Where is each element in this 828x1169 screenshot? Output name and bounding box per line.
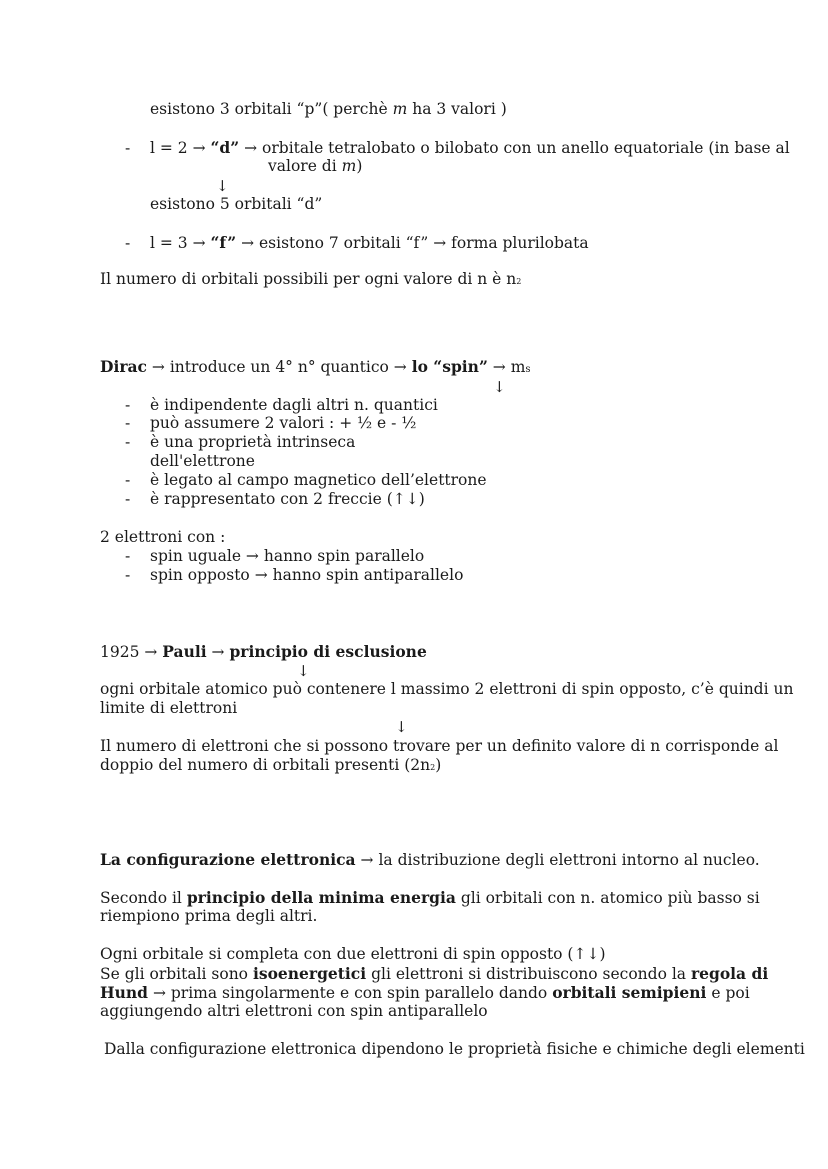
text: Secondo il: [100, 889, 187, 907]
text: e poi: [706, 984, 750, 1002]
d-orbitals-line: esistono 5 orbitali “d”: [150, 195, 323, 213]
text: l = 2 →: [150, 139, 211, 157]
pauli-text-1: ogni orbitale atomico può contenere l massimo 2 elettroni di spin opposto, c’è quindi un: [100, 680, 794, 698]
config-p3: [100, 964, 768, 984]
down-arrow-icon: ↓: [297, 662, 310, 680]
list-item: [125, 566, 463, 585]
text: → m: [487, 358, 526, 376]
text: ): [435, 756, 442, 774]
config-p1: [100, 888, 760, 908]
bullet: -: [125, 566, 131, 584]
text: gli elettroni si distribuiscono secondo la: [366, 965, 691, 983]
down-arrow-icon: ↓: [216, 177, 229, 195]
config-p2: Ogni orbitale si completa con due elettroni di spin opposto (↑↓): [100, 945, 606, 963]
item-text: è rappresentato con 2 freccie (↑↓): [150, 490, 425, 508]
list-item: [125, 414, 416, 433]
item-text: è una proprietà intrinseca: [150, 433, 356, 451]
year: 1925 →: [100, 643, 163, 661]
text: → la distribuzione degli elettroni intorno al nucleo.: [355, 851, 760, 869]
list-item: [125, 396, 438, 415]
config-p3-cont2: aggiungendo altri elettroni con spin antiparallelo: [100, 1002, 488, 1020]
config-title: La configurazione elettronica: [100, 850, 356, 869]
text: Il numero di orbitali possibili per ogni valore di n è n: [100, 270, 517, 288]
superscript: 2: [516, 277, 522, 286]
text: Se gli orbitali sono: [100, 965, 253, 983]
text: gli orbitali con n. atomico più basso si: [455, 889, 760, 907]
item-text: spin uguale → hanno spin parallelo: [150, 547, 425, 565]
dirac-line: [100, 357, 531, 379]
principle: principio di esclusione: [229, 642, 427, 661]
bold-text: isoenergetici: [252, 964, 367, 983]
text: →: [206, 643, 230, 661]
text: l = 3 →: [150, 234, 211, 252]
pauli-line: [100, 642, 427, 662]
bullet: -: [125, 414, 131, 432]
list-item: [125, 547, 424, 566]
bold-text: regola di: [690, 964, 769, 983]
bullet: -: [125, 234, 131, 252]
l2-line: [125, 138, 790, 158]
text: valore di: [268, 157, 342, 175]
text: esistono 3 orbitali “p”( perchè: [150, 100, 393, 118]
superscript: 2: [430, 763, 436, 772]
pauli-text-3: Il numero di elettroni che si possono trovare per un definito valore di n corrisponde al: [100, 737, 779, 755]
text: → introduce un 4° n° quantico →: [146, 358, 412, 376]
pauli-name: Pauli: [162, 642, 207, 661]
spin-label: lo “spin”: [411, 357, 488, 376]
list-item: [125, 433, 355, 452]
down-arrow-icon: ↓: [493, 378, 506, 396]
l2-line-cont: [268, 157, 362, 176]
text-m: m: [341, 157, 357, 175]
bullet: -: [125, 139, 131, 157]
bold-text: Hund: [100, 983, 149, 1002]
item-text: spin opposto → hanno spin antiparallelo: [150, 566, 464, 584]
text: ha 3 valori ): [407, 100, 507, 118]
n-orbitals-line: [100, 270, 521, 291]
text: → esistono 7 orbitali “f” → forma plurilobata: [236, 234, 589, 252]
config-title-line: [100, 850, 760, 870]
text: → orbitale tetralobato o bilobato con un anello equatoriale (in base al: [239, 139, 790, 157]
text-d: “d”: [210, 138, 240, 157]
bold-text: principio della minima energia: [186, 888, 456, 907]
bold-text: orbitali semipieni: [552, 983, 707, 1002]
config-p3-cont: [100, 983, 750, 1003]
list-item-cont: dell'elettrone: [150, 452, 255, 470]
two-electrons-title: 2 elettroni con :: [100, 528, 226, 546]
text: ): [356, 157, 363, 175]
list-item: [125, 471, 487, 490]
dirac-name: Dirac: [100, 357, 147, 376]
subscript: s: [525, 364, 531, 375]
l3-line: [125, 233, 589, 253]
bullet: -: [125, 396, 131, 414]
config-p1-cont: riempiono prima degli altri.: [100, 907, 318, 925]
text-m: m: [392, 100, 408, 118]
bullet: -: [125, 547, 131, 565]
bullet: -: [125, 490, 131, 508]
item-text: è legato al campo magnetico dell’elettrone: [150, 471, 487, 489]
p-orbitals-line: [150, 100, 507, 119]
bullet: -: [125, 471, 131, 489]
down-arrow-icon: ↓: [395, 718, 408, 736]
bullet: -: [125, 433, 131, 451]
text: doppio del numero di orbitali presenti (2n: [100, 756, 431, 774]
text: → prima singolarmente e con spin parallelo dando: [148, 984, 553, 1002]
item-text: è indipendente dagli altri n. quantici: [150, 396, 438, 414]
text-f: “f”: [210, 233, 237, 252]
item-text: può assumere 2 valori : + ½ e - ½: [150, 414, 417, 432]
pauli-text-4: [100, 756, 441, 777]
pauli-text-2: limite di elettroni: [100, 699, 238, 717]
list-item: [125, 490, 425, 509]
config-p4: Dalla configurazione elettronica dipendono le proprietà fisiche e chimiche degli elementi: [104, 1040, 805, 1058]
